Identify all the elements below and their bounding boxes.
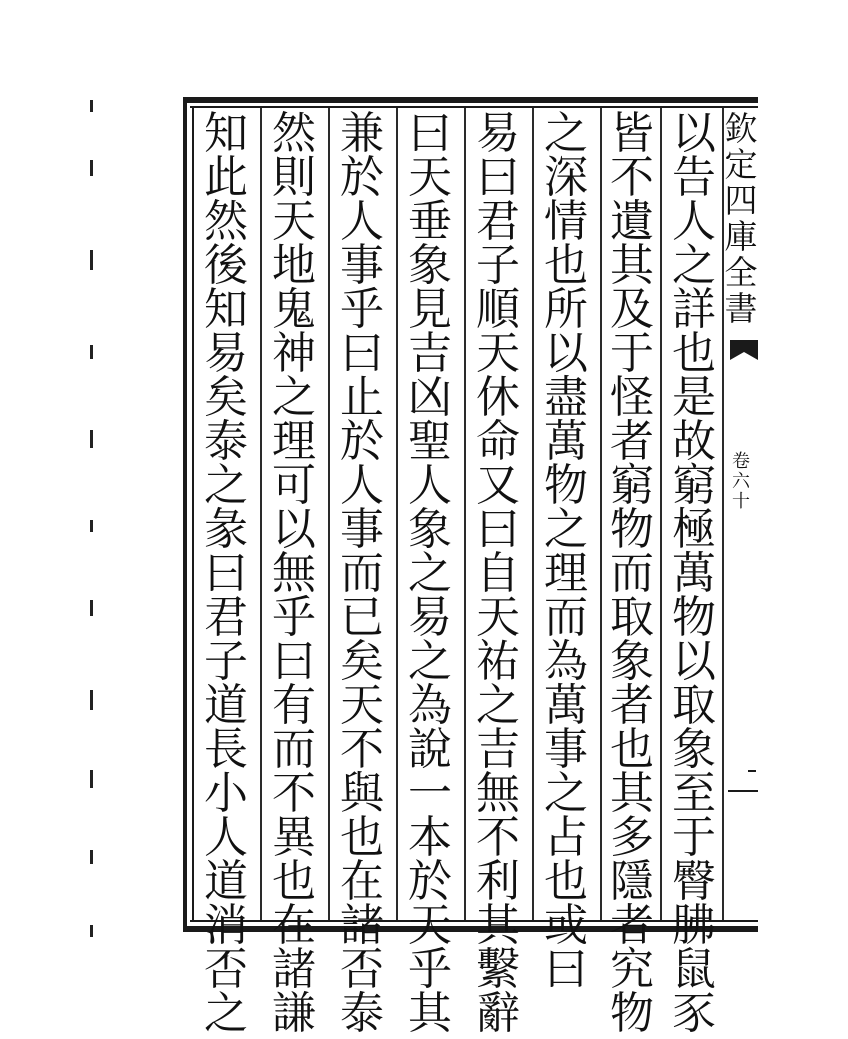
margin-mark [90,430,93,448]
header-char: 卷 [732,451,750,472]
margin-mark [90,100,93,112]
text-column-3 [534,108,598,995]
text-char: 臀 [672,856,716,907]
text-char: 或 [544,900,588,951]
text-char: 曰 [476,152,520,203]
text-char: 以 [672,636,716,687]
text-char: 也 [544,856,588,907]
text-char: 順 [476,284,520,335]
text-char: 又 [476,460,520,511]
text-char: 其 [610,240,654,291]
margin-mark [90,690,93,710]
text-char: 人 [340,196,384,247]
text-char: 以 [672,108,716,159]
text-char: 無 [272,548,316,599]
text-char: 知 [204,284,248,335]
text-column-8 [194,108,258,1039]
text-char: 小 [204,768,248,819]
text-char: 其 [476,900,520,951]
text-char: 詳 [672,284,716,335]
text-char: 天 [340,680,384,731]
text-column-4 [466,108,530,1039]
text-char: 之 [544,768,588,819]
text-char: 神 [272,328,316,379]
fish-tail-notch [730,352,758,360]
text-char: 于 [672,812,716,863]
text-char: 為 [544,636,588,687]
book-title [724,109,758,328]
text-char: 與 [340,768,384,819]
text-char: 遺 [610,196,654,247]
text-char: 聖 [408,416,452,467]
text-char: 象 [672,724,716,775]
text-char: 物 [544,460,588,511]
text-char: 自 [476,548,520,599]
text-char: 凶 [408,372,452,423]
text-char: 怪 [610,372,654,423]
text-char: 否 [340,944,384,995]
text-char: 而 [340,548,384,599]
text-char: 也 [340,812,384,863]
text-char: 理 [544,548,588,599]
text-char: 人 [672,196,716,247]
text-column-2 [600,108,664,1039]
text-char: 不 [610,152,654,203]
text-char: 豕 [672,988,716,1039]
text-char: 所 [544,284,588,335]
text-char: 曰 [272,636,316,687]
text-char: 乎 [408,944,452,995]
text-char: 之 [672,240,716,291]
text-char: 萬 [544,680,588,731]
margin-mark [90,520,93,532]
text-char: 也 [672,328,716,379]
text-char: 之 [204,988,248,1039]
text-char: 事 [340,240,384,291]
text-char: 告 [672,152,716,203]
header-char: 全 [724,253,758,292]
text-char: 繫 [476,944,520,995]
text-char: 天 [408,152,452,203]
text-char: 無 [476,768,520,819]
text-char: 故 [672,416,716,467]
text-char: 者 [610,416,654,467]
text-char: 命 [476,416,520,467]
text-char: 至 [672,768,716,819]
text-char: 彖 [204,504,248,555]
text-char: 本 [408,812,452,863]
text-char: 乎 [272,592,316,643]
text-char: 吉 [476,724,520,775]
text-char: 物 [610,988,654,1039]
page-rule [728,790,758,792]
text-char: 多 [610,812,654,863]
text-char: 子 [204,636,248,687]
text-char: 象 [408,240,452,291]
text-char: 地 [272,240,316,291]
text-char: 辭 [476,988,520,1039]
text-char: 止 [340,372,384,423]
text-char: 事 [340,504,384,555]
text-char: 易 [408,592,452,643]
margin-mark [90,925,93,937]
text-char: 天 [476,592,520,643]
text-char: 之 [544,108,588,159]
margin-mark [90,250,93,270]
margin-mark [90,345,93,359]
margin-mark [90,770,93,788]
text-char: 之 [408,636,452,687]
text-char: 胇 [672,900,716,951]
text-char: 深 [544,152,588,203]
text-char: 者 [610,900,654,951]
header-char: 庫 [724,217,758,256]
page-tick [748,770,756,772]
margin-mark [90,850,93,864]
text-char: 曰 [476,504,520,555]
text-char: 窮 [672,460,716,511]
text-char: 垂 [408,196,452,247]
text-char: 鬼 [272,284,316,335]
text-char: 理 [272,416,316,467]
text-char: 祐 [476,636,520,687]
text-char: 道 [204,680,248,731]
text-char: 有 [272,680,316,731]
text-char: 可 [272,460,316,511]
text-char: 盡 [544,372,588,423]
text-char: 不 [272,768,316,819]
text-char: 窮 [610,460,654,511]
text-char: 隱 [610,856,654,907]
text-char: 不 [476,812,520,863]
juan-number [728,452,754,512]
text-char: 為 [408,680,452,731]
text-char: 吉 [408,328,452,379]
text-char: 在 [340,856,384,907]
header-char: 書 [724,289,758,328]
text-char: 物 [672,592,716,643]
text-char: 究 [610,944,654,995]
text-char: 曰 [204,548,248,599]
text-char: 萬 [672,548,716,599]
text-char: 皆 [610,108,654,159]
text-char: 取 [610,592,654,643]
text-char: 諸 [340,900,384,951]
text-char: 者 [610,680,654,731]
text-char: 休 [476,372,520,423]
text-char: 之 [544,504,588,555]
text-char: 占 [544,812,588,863]
text-char: 泰 [204,416,248,467]
text-char: 泰 [340,988,384,1039]
text-char: 於 [340,416,384,467]
text-char: 而 [610,548,654,599]
text-char: 於 [340,152,384,203]
text-char: 一 [408,768,452,819]
text-char: 象 [408,504,452,555]
text-char: 取 [672,680,716,731]
text-char: 人 [340,460,384,511]
text-char: 消 [204,900,248,951]
text-char: 則 [272,152,316,203]
text-column-5 [398,108,462,1039]
text-char: 在 [272,900,316,951]
text-char: 於 [408,856,452,907]
text-char: 長 [204,724,248,775]
text-char: 于 [610,328,654,379]
text-char: 異 [272,812,316,863]
text-char: 謙 [272,988,316,1039]
text-char: 易 [204,328,248,379]
text-char: 諸 [272,944,316,995]
text-char: 利 [476,856,520,907]
text-char: 其 [610,768,654,819]
text-char: 之 [272,372,316,423]
text-char: 也 [544,240,588,291]
text-char: 易 [476,108,520,159]
text-char: 否 [204,944,248,995]
text-char: 道 [204,856,248,907]
text-column-6 [330,108,394,1039]
text-char: 事 [544,724,588,775]
text-char: 然 [272,108,316,159]
margin-mark [90,600,93,616]
text-char: 曰 [408,108,452,159]
text-char: 萬 [544,416,588,467]
text-column-7 [262,108,326,1039]
text-char: 也 [610,724,654,775]
text-char: 後 [204,240,248,291]
text-char: 知 [204,108,248,159]
text-char: 天 [408,900,452,951]
text-char: 之 [476,680,520,731]
header-char: 欽 [724,109,758,148]
text-char: 人 [204,812,248,863]
text-char: 見 [408,284,452,335]
header-char: 定 [724,145,758,184]
text-char: 曰 [340,328,384,379]
text-column-1 [662,108,726,1039]
text-char: 象 [610,636,654,687]
text-char: 此 [204,152,248,203]
text-char: 物 [610,504,654,555]
text-char: 天 [476,328,520,379]
text-char: 及 [610,284,654,335]
text-char: 極 [672,504,716,555]
text-char: 以 [272,504,316,555]
text-char: 君 [476,196,520,247]
text-char: 鼠 [672,944,716,995]
text-char: 以 [544,328,588,379]
text-char: 是 [672,372,716,423]
text-char: 而 [544,592,588,643]
text-char: 人 [408,460,452,511]
text-char: 之 [408,548,452,599]
header-char: 十 [732,491,750,512]
text-char: 天 [272,196,316,247]
text-char: 情 [544,196,588,247]
text-char: 矣 [204,372,248,423]
header-char: 四 [724,181,758,220]
text-char: 君 [204,592,248,643]
text-char: 而 [272,724,316,775]
text-char: 不 [340,724,384,775]
text-char: 乎 [340,284,384,335]
text-char: 也 [272,856,316,907]
text-char: 曰 [544,944,588,995]
text-char: 說 [408,724,452,775]
text-char: 之 [204,460,248,511]
text-char: 然 [204,196,248,247]
text-char: 已 [340,592,384,643]
text-char: 其 [408,988,452,1039]
text-char: 子 [476,240,520,291]
margin-mark [90,160,93,176]
text-char: 兼 [340,108,384,159]
header-char: 六 [732,471,750,492]
text-char: 矣 [340,636,384,687]
